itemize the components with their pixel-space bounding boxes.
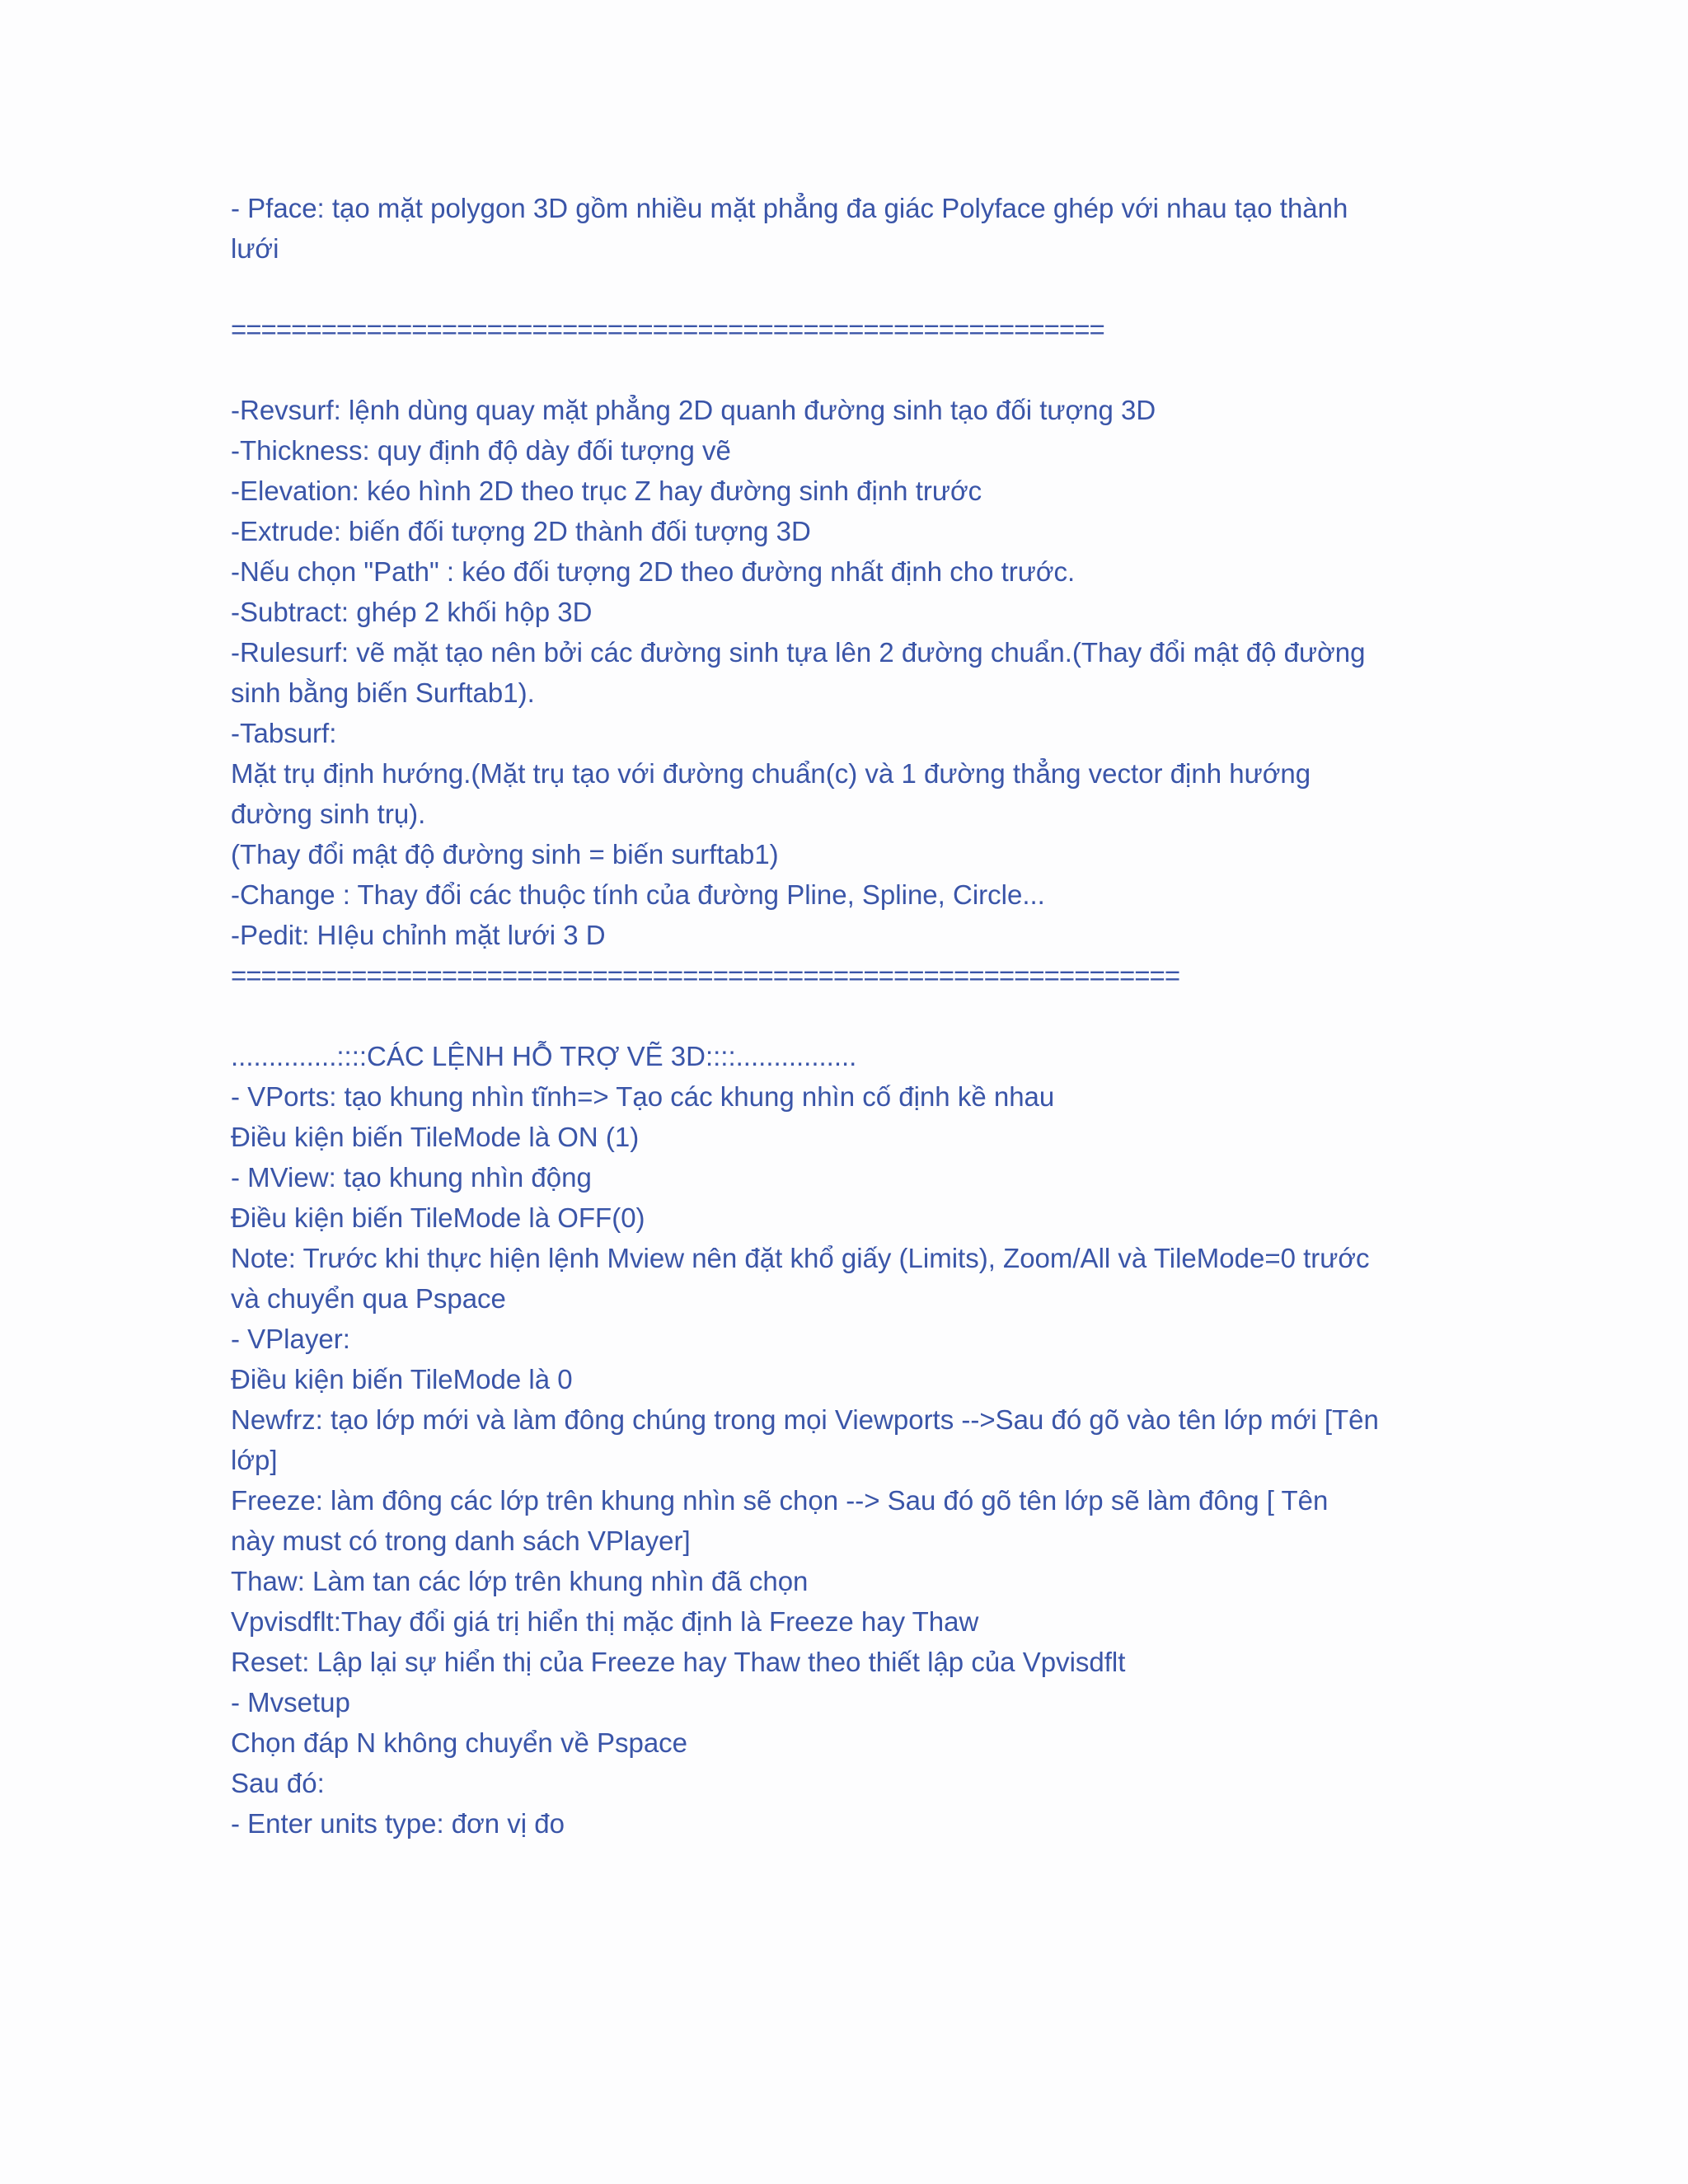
text-line: - Enter units type: đơn vị đo — [231, 1808, 565, 1839]
text-line: -Rulesurf: vẽ mặt tạo nên bởi các đường sinh tựa lên 2 đường chuẩn.(Thay đổi mật độ đường — [231, 637, 1366, 668]
text-line: Chọn đáp N không chuyển về Pspace — [231, 1727, 688, 1758]
text-line: Điều kiện biến TileMode là OFF(0) — [231, 1202, 645, 1233]
text-line: Freeze: làm đông các lớp trên khung nhìn sẽ chọn --> Sau đó gõ tên lớp sẽ làm đông [ Tên — [231, 1485, 1329, 1516]
support-commands-section — [231, 1076, 1379, 1844]
text-line: Note: Trước khi thực hiện lệnh Mview nên đặt khổ giấy (Limits), Zoom/All và TileMode=0 trước — [231, 1243, 1370, 1273]
text-line: lưới — [231, 233, 279, 264]
text-line: - MView: tạo khung nhìn động — [231, 1162, 592, 1193]
blank-line — [231, 349, 1368, 390]
text-line: - Mvsetup — [231, 1687, 350, 1718]
separator-line: ========================================================== — [231, 314, 1104, 344]
text-line: -Pedit: HIệu chỉnh mặt lưới 3 D — [231, 920, 606, 950]
text-line: lớp] — [231, 1445, 278, 1475]
document-body — [231, 188, 1379, 1844]
text-line: đường sinh trụ). — [231, 799, 426, 829]
text-line: Newfrz: tạo lớp mới và làm đông chúng trong mọi Viewports -->Sau đó gõ vào tên lớp mới [Tên — [231, 1404, 1379, 1435]
text-line: -Elevation: kéo hình 2D theo trục Z hay đường sinh định trước — [231, 476, 982, 506]
text-line: Reset: Lập lại sự hiển thị của Freeze hay Thaw theo thiết lập của Vpvisdflt — [231, 1647, 1126, 1677]
text-line: Điều kiện biến TileMode là ON (1) — [231, 1122, 640, 1152]
text-line: - Pface: tạo mặt polygon 3D gồm nhiều mặt phẳng đa giác Polyface ghép với nhau tạo thành — [231, 193, 1348, 223]
text-line: sinh bằng biến Surftab1). — [231, 677, 535, 708]
blank-line — [231, 269, 1368, 309]
section-heading: ..............::::CÁC LỆNH HỖ TRỢ VẼ 3D::::................ — [231, 1041, 857, 1071]
text-line: Vpvisdflt:Thay đổi giá trị hiển thị mặc định là Freeze hay Thaw — [231, 1606, 979, 1637]
text-line: -Subtract: ghép 2 khối hộp 3D — [231, 597, 593, 627]
text-line: -Tabsurf: — [231, 718, 337, 748]
text-line: -Change : Thay đổi các thuộc tính của đường Pline, Spline, Circle... — [231, 879, 1045, 910]
text-line: -Extrude: biến đối tượng 2D thành đối tượng 3D — [231, 516, 811, 546]
text-line: và chuyển qua Pspace — [231, 1283, 506, 1314]
text-line: - VPorts: tạo khung nhìn tĩnh=> Tạo các khung nhìn cố định kề nhau — [231, 1081, 1055, 1112]
separator-line: =============================================================== — [231, 960, 1180, 991]
text-line: Sau đó: — [231, 1768, 325, 1798]
surface-commands-section — [231, 390, 1368, 955]
text-line: -Revsurf: lệnh dùng quay mặt phẳng 2D quanh đường sinh tạo đối tượng 3D — [231, 395, 1156, 425]
text-line: này must có trong danh sách VPlayer] — [231, 1526, 691, 1556]
text-line: Mặt trụ định hướng.(Mặt trụ tạo với đường chuẩn(c) và 1 đường thẳng vector định hướng — [231, 758, 1311, 789]
text-line: (Thay đổi mật độ đường sinh = biến surftab1) — [231, 839, 779, 869]
pface-paragraph — [231, 188, 1368, 269]
text-line: Điều kiện biến TileMode là 0 — [231, 1364, 573, 1394]
blank-line — [231, 996, 1368, 1036]
text-line: Thaw: Làm tan các lớp trên khung nhìn đã chọn — [231, 1566, 809, 1596]
text-line: -Nếu chọn "Path" : kéo đối tượng 2D theo đường nhất định cho trước. — [231, 556, 1076, 587]
text-line: - VPlayer: — [231, 1324, 350, 1354]
text-line: -Thickness: quy định độ dày đối tượng vẽ — [231, 435, 731, 466]
